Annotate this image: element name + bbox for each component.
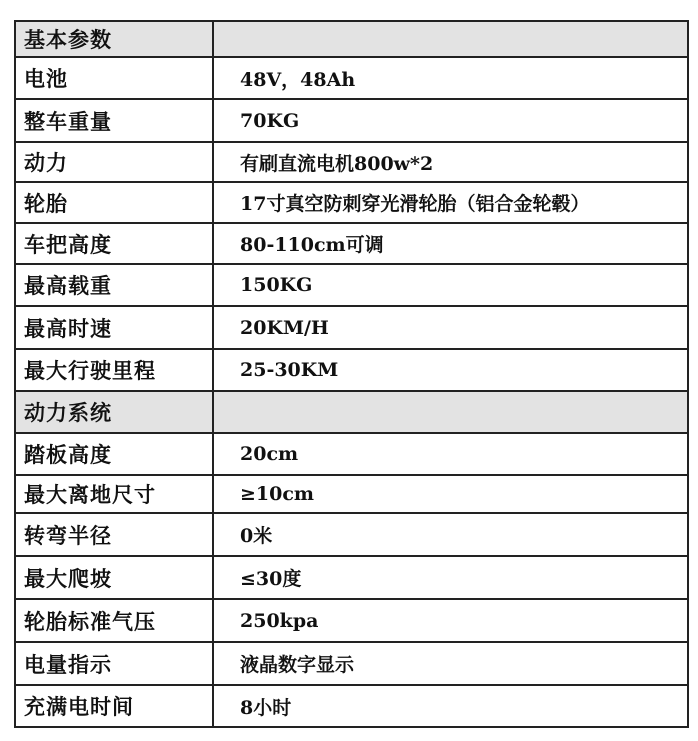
row-label: 转弯半径 — [15, 513, 213, 556]
row-value: 80-110cm可调 — [213, 223, 688, 264]
row-label: 最大离地尺寸 — [15, 475, 213, 513]
table-row — [15, 182, 688, 223]
row-value: 8小时 — [213, 685, 688, 727]
table-row — [15, 642, 688, 685]
row-value: 20cm — [213, 433, 688, 475]
spec-table — [14, 20, 689, 728]
row-label: 车把高度 — [15, 223, 213, 264]
row-value: 液晶数字显示 — [213, 642, 688, 685]
row-label: 最大爬坡 — [15, 556, 213, 599]
table-row — [15, 349, 688, 391]
table-row — [15, 99, 688, 142]
row-value: ≥10cm — [213, 475, 688, 513]
table-row — [15, 57, 688, 99]
row-label: 轮胎标准气压 — [15, 599, 213, 642]
row-label: 最大行驶里程 — [15, 349, 213, 391]
section-header-basic-params — [15, 21, 688, 57]
table-row — [15, 556, 688, 599]
section-header-blank — [213, 21, 688, 57]
section-header-power-system — [15, 391, 688, 433]
section-title: 基本参数 — [15, 21, 213, 57]
table-row — [15, 306, 688, 349]
table-row — [15, 685, 688, 727]
row-label: 动力 — [15, 142, 213, 182]
row-value: 有刷直流电机800w*2 — [213, 142, 688, 182]
row-label: 最高载重 — [15, 264, 213, 306]
row-value: 0米 — [213, 513, 688, 556]
row-label: 轮胎 — [15, 182, 213, 223]
row-value: 25-30KM — [213, 349, 688, 391]
table-row — [15, 142, 688, 182]
row-label: 电池 — [15, 57, 213, 99]
row-label: 电量指示 — [15, 642, 213, 685]
row-value: ≤30度 — [213, 556, 688, 599]
row-value: 17寸真空防刺穿光滑轮胎（铝合金轮毂） — [213, 182, 688, 223]
table-row — [15, 223, 688, 264]
table-row — [15, 513, 688, 556]
table-row — [15, 264, 688, 306]
row-value: 48V，48Ah — [213, 57, 688, 99]
table-row — [15, 599, 688, 642]
row-value: 20KM/H — [213, 306, 688, 349]
table-row — [15, 475, 688, 513]
row-value: 250kpa — [213, 599, 688, 642]
table-row — [15, 433, 688, 475]
row-label: 充满电时间 — [15, 685, 213, 727]
section-title: 动力系统 — [15, 391, 213, 433]
section-header-blank — [213, 391, 688, 433]
row-label: 最高时速 — [15, 306, 213, 349]
row-label: 踏板高度 — [15, 433, 213, 475]
row-value: 150KG — [213, 264, 688, 306]
row-value: 70KG — [213, 99, 688, 142]
row-label: 整车重量 — [15, 99, 213, 142]
